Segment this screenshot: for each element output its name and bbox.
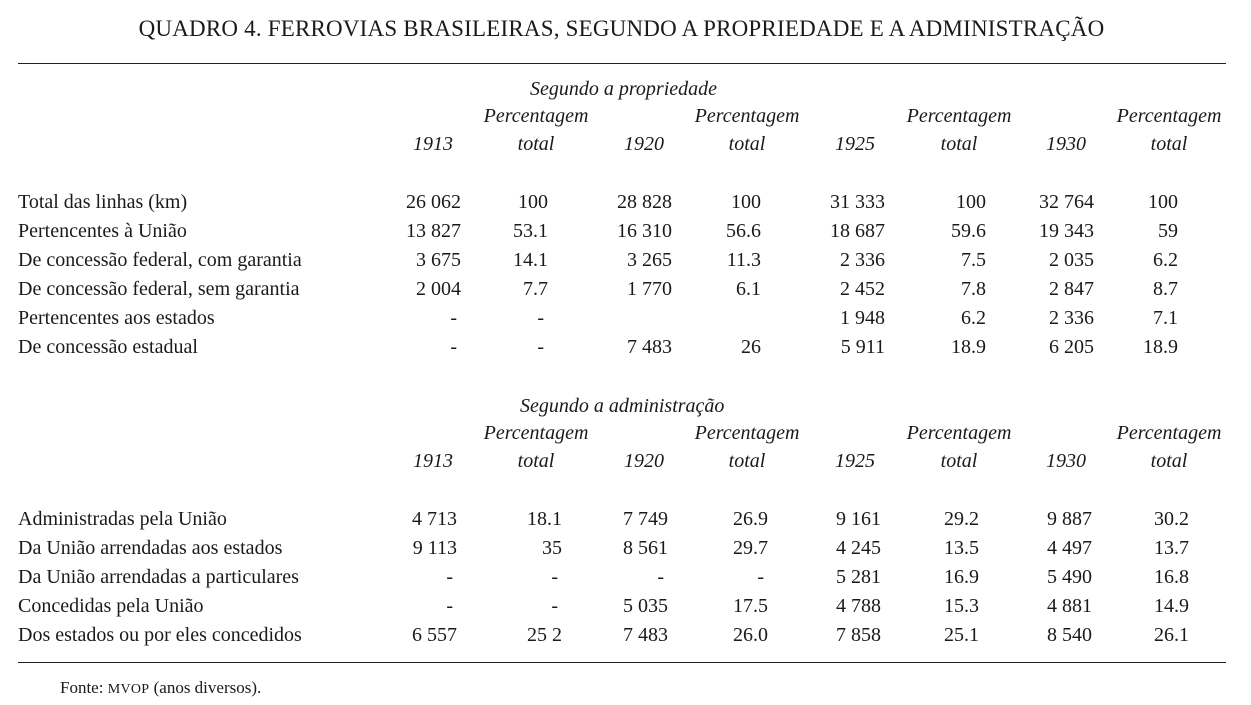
table-cell: 9 161 <box>836 508 881 530</box>
row-label: Total das linhas (km) <box>18 191 188 213</box>
header-year: 1920 <box>624 450 664 472</box>
table-cell: 5 490 <box>1047 566 1092 588</box>
section-title: Segundo a administração <box>520 395 725 417</box>
section-title: Segundo a propriedade <box>530 78 718 100</box>
table-cell: 7.5 <box>961 249 986 271</box>
table-title: QUADRO 4. FERROVIAS BRASILEIRAS, SEGUNDO A PROPRIEDADE E A ADMINISTRAÇÃO <box>138 16 1105 41</box>
table-cell: 26.0 <box>733 624 768 646</box>
table-cell: - <box>537 307 544 329</box>
table-cell: 7 749 <box>623 508 668 530</box>
table-cell: 18.1 <box>527 508 562 530</box>
table-cell: 13.7 <box>1154 537 1189 559</box>
table-cell: 3 265 <box>627 249 672 271</box>
table-cell: 14.9 <box>1154 595 1189 617</box>
table-row <box>0 336 1251 364</box>
table-cell: 16.9 <box>944 566 979 588</box>
table-cell: 100 <box>731 191 761 213</box>
table-cell: 5 281 <box>836 566 881 588</box>
table-cell: 56.6 <box>726 220 761 242</box>
table-cell: 7.1 <box>1153 307 1178 329</box>
table-cell: 15.3 <box>944 595 979 617</box>
row-label: De concessão federal, com garantia <box>18 249 302 271</box>
table-cell: 7 483 <box>627 336 672 358</box>
table-cell: 18.9 <box>1143 336 1178 358</box>
table-cell: 6.2 <box>961 307 986 329</box>
table-row <box>0 537 1251 565</box>
row-label: Dos estados ou por eles concedidos <box>18 624 302 646</box>
table-cell: 32 764 <box>1039 191 1094 213</box>
header-year: 1930 <box>1046 133 1086 155</box>
source-prefix: Fonte: <box>60 678 108 697</box>
table-cell: - <box>450 307 457 329</box>
row-label: Administradas pela União <box>18 508 227 530</box>
table-cell: 26.9 <box>733 508 768 530</box>
table-cell: - <box>537 336 544 358</box>
table-row <box>0 624 1251 652</box>
table-row <box>0 249 1251 277</box>
table-cell: 35 <box>542 537 562 559</box>
table-row <box>0 307 1251 335</box>
header-year: 1925 <box>835 450 875 472</box>
table-cell: 18 687 <box>830 220 885 242</box>
table-cell: 2 847 <box>1049 278 1094 300</box>
table-cell: 11.3 <box>726 249 761 271</box>
header-year: 1925 <box>835 133 875 155</box>
table-cell: 59.6 <box>951 220 986 242</box>
header-percentagem: Percentagem <box>483 105 589 127</box>
table-cell: 30.2 <box>1154 508 1189 530</box>
header-total: total <box>1150 450 1188 472</box>
table-cell: 1 770 <box>627 278 672 300</box>
table-cell: 4 245 <box>836 537 881 559</box>
header-percentagem: Percentagem <box>483 422 589 444</box>
table-cell: 59 <box>1158 220 1178 242</box>
table-cell: - <box>757 566 764 588</box>
table-cell: 14.1 <box>513 249 548 271</box>
table-cell: 2 035 <box>1049 249 1094 271</box>
table-cell: 28 828 <box>617 191 672 213</box>
row-label: Pertencentes aos estados <box>18 307 215 329</box>
source-suffix: (anos diversos). <box>149 678 262 697</box>
table-cell: 7 483 <box>623 624 668 646</box>
header-percentagem: Percentagem <box>694 105 800 127</box>
table-cell: 13 827 <box>406 220 461 242</box>
table-cell: 100 <box>1148 191 1178 213</box>
table-cell: 25.1 <box>944 624 979 646</box>
header-percentagem: Percentagem <box>906 422 1012 444</box>
table-row <box>0 595 1251 623</box>
table-cell: 16.8 <box>1154 566 1189 588</box>
table-cell: 100 <box>956 191 986 213</box>
table-cell: 100 <box>518 191 548 213</box>
row-label: Da União arrendadas aos estados <box>18 537 283 559</box>
table-cell: 7 858 <box>836 624 881 646</box>
table-cell: 4 497 <box>1047 537 1092 559</box>
header-year: 1913 <box>413 450 453 472</box>
table-cell: 4 881 <box>1047 595 1092 617</box>
table-cell: 9 887 <box>1047 508 1092 530</box>
top-rule <box>18 63 1226 64</box>
table-cell: - <box>551 595 558 617</box>
table-row <box>0 566 1251 594</box>
header-percentagem: Percentagem <box>906 105 1012 127</box>
row-label: Pertencentes à União <box>18 220 187 242</box>
table-cell: 2 336 <box>840 249 885 271</box>
table-cell: 2 452 <box>840 278 885 300</box>
table-cell: 2 336 <box>1049 307 1094 329</box>
table-row <box>0 508 1251 536</box>
header-total: total <box>517 133 555 155</box>
table-cell: 9 113 <box>412 537 457 559</box>
table-cell: 13.5 <box>944 537 979 559</box>
table-cell: 29.2 <box>944 508 979 530</box>
table-cell: - <box>446 566 453 588</box>
table-cell: 53.1 <box>513 220 548 242</box>
table-row <box>0 220 1251 248</box>
table-cell: 8 561 <box>623 537 668 559</box>
header-year: 1930 <box>1046 450 1086 472</box>
header-total: total <box>940 450 978 472</box>
header-year: 1913 <box>413 133 453 155</box>
table-cell: - <box>657 566 664 588</box>
table-cell: 6.1 <box>736 278 761 300</box>
table-cell: 8.7 <box>1153 278 1178 300</box>
table-cell: 1 948 <box>840 307 885 329</box>
table-cell: - <box>551 566 558 588</box>
table-cell: 4 788 <box>836 595 881 617</box>
table-cell: 5 911 <box>840 336 885 358</box>
table-cell: 5 035 <box>623 595 668 617</box>
header-total: total <box>1150 133 1188 155</box>
row-label: De concessão estadual <box>18 336 198 358</box>
header-total: total <box>940 133 978 155</box>
row-label: Da União arrendadas a particulares <box>18 566 299 588</box>
header-percentagem: Percentagem <box>694 422 800 444</box>
header-year: 1920 <box>624 133 664 155</box>
table-cell: 3 675 <box>416 249 461 271</box>
row-label: De concessão federal, sem garantia <box>18 278 300 300</box>
table-cell: 6.2 <box>1153 249 1178 271</box>
header-total: total <box>517 450 555 472</box>
row-label: Concedidas pela União <box>18 595 204 617</box>
table-cell: 17.5 <box>733 595 768 617</box>
table-cell: 6 557 <box>412 624 457 646</box>
table-cell: 18.9 <box>951 336 986 358</box>
table-cell: 2 004 <box>416 278 461 300</box>
table-cell: 26 <box>741 336 761 358</box>
table-cell: 25 2 <box>527 624 562 646</box>
table-cell: 26 062 <box>406 191 461 213</box>
table-cell: 31 333 <box>830 191 885 213</box>
table-cell: - <box>446 595 453 617</box>
table-cell: 8 540 <box>1047 624 1092 646</box>
table-cell: 19 343 <box>1039 220 1094 242</box>
table-cell: 4 713 <box>412 508 457 530</box>
header-total: total <box>728 450 766 472</box>
table-cell: 16 310 <box>617 220 672 242</box>
table-row <box>0 278 1251 306</box>
header-percentagem: Percentagem <box>1116 105 1222 127</box>
table-cell: 7.7 <box>523 278 548 300</box>
table-cell: 29.7 <box>733 537 768 559</box>
header-total: total <box>728 133 766 155</box>
table-cell: 6 205 <box>1049 336 1094 358</box>
source-abbr: MVOP <box>107 682 150 697</box>
bottom-rule <box>18 662 1226 663</box>
table-cell: 26.1 <box>1154 624 1189 646</box>
source-note <box>60 678 261 698</box>
table-row <box>0 191 1251 219</box>
table-cell: - <box>450 336 457 358</box>
header-percentagem: Percentagem <box>1116 422 1222 444</box>
table-cell: 7.8 <box>961 278 986 300</box>
